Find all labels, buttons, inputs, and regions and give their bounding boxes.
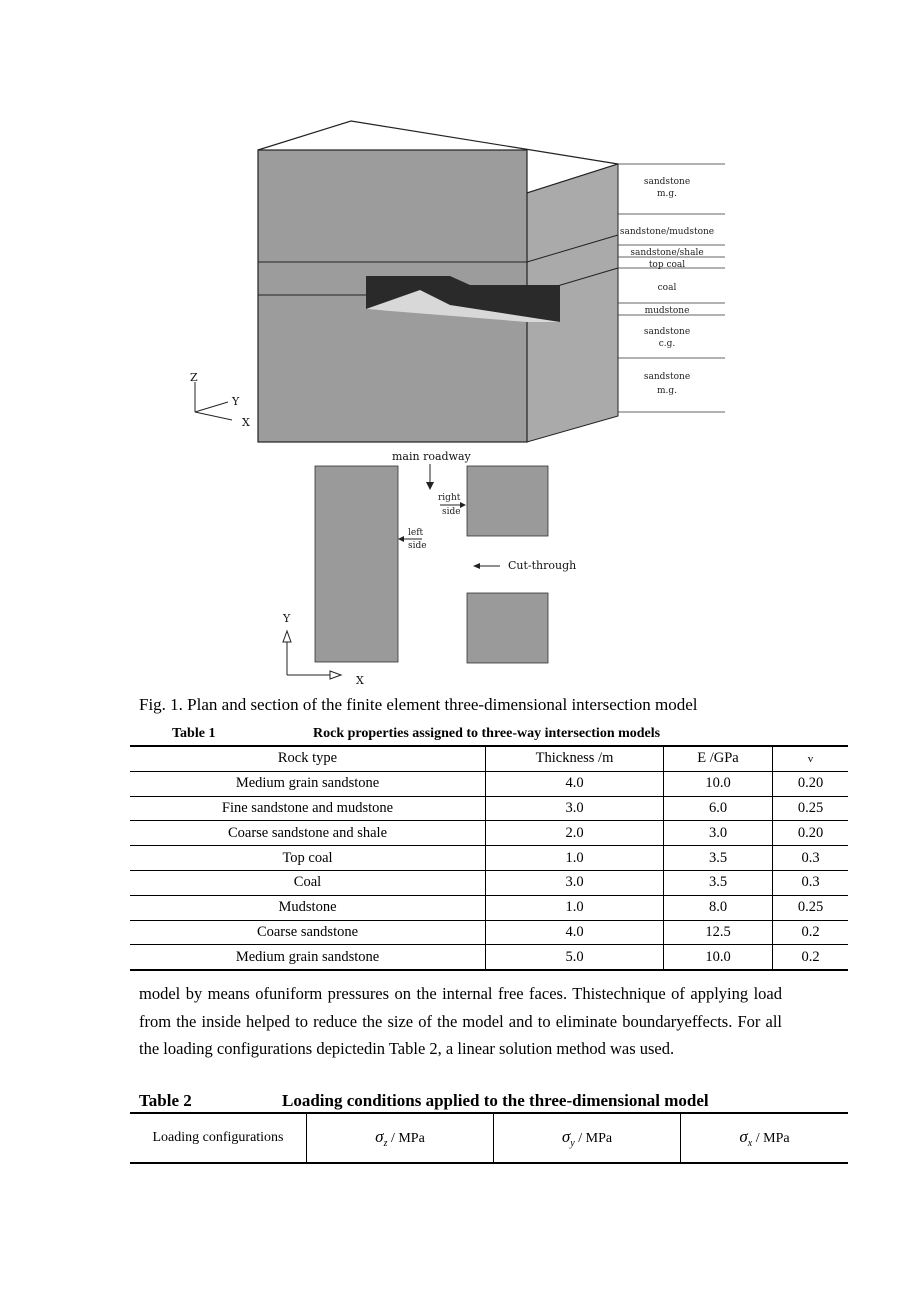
- table-cell: 5.0: [486, 945, 664, 970]
- header-cell: [307, 1113, 494, 1163]
- sigma-subscript: z: [383, 1138, 388, 1149]
- header-cell: [681, 1113, 849, 1163]
- unit-label: / MPa: [574, 1131, 613, 1146]
- table-cell: 2.0: [486, 821, 664, 846]
- left-side-label: side: [408, 541, 427, 551]
- arrow-left-icon: [473, 563, 480, 569]
- arrow-left-icon: [398, 536, 404, 542]
- sigma-subscript: x: [747, 1138, 753, 1149]
- sigma-symbol: σ: [375, 1127, 384, 1146]
- table-cell: Coal: [130, 870, 486, 895]
- table-row: [130, 796, 848, 821]
- table-1: [130, 745, 848, 971]
- sigma-symbol: σ: [739, 1127, 748, 1146]
- table-cell: Top coal: [130, 846, 486, 871]
- header-cell: Loading configurations: [152, 1130, 284, 1145]
- table-cell: Coarse sandstone: [130, 920, 486, 945]
- layer-label: sandstone/shale: [630, 248, 704, 258]
- left-side-label: left: [408, 528, 424, 538]
- table-row: [130, 895, 848, 920]
- layer-label: top coal: [648, 260, 686, 270]
- table-header-row: [130, 1113, 848, 1163]
- table-cell: 0.3: [773, 870, 849, 895]
- table-cell: 0.25: [773, 796, 849, 821]
- header-cell: Rock type: [130, 746, 486, 771]
- layer-label: c.g.: [658, 339, 676, 349]
- axis-x-label: X: [242, 416, 250, 429]
- header-cell: v: [773, 746, 849, 771]
- layer-label: coal: [657, 283, 677, 293]
- figure-caption: Fig. 1. Plan and section of the finite element three-dimensional intersection model: [139, 695, 698, 714]
- table-cell: 3.0: [486, 796, 664, 821]
- axis-y-label: Y: [232, 395, 240, 408]
- table-cell: 0.20: [773, 821, 849, 846]
- layer-label: sandstone: [643, 372, 691, 382]
- table-cell: 3.5: [664, 870, 773, 895]
- arrow-down-icon: [426, 482, 434, 490]
- plan-pillar-top-right: [467, 466, 548, 536]
- header-cell: E /GPa: [664, 746, 773, 771]
- axes-3d-icon: [195, 382, 232, 420]
- plan-pillar-bottom-right: [467, 593, 548, 663]
- plan-pillar-left: [315, 466, 398, 662]
- sigma-symbol: σ: [561, 1127, 571, 1146]
- table-cell: 4.0: [486, 920, 664, 945]
- arrow-right-icon: [460, 502, 466, 508]
- axis-z-label: Z: [190, 371, 198, 384]
- table-2: [130, 1112, 848, 1164]
- right-side-label: right: [438, 493, 461, 503]
- table-cell: 0.20: [773, 771, 849, 796]
- table-row: [130, 945, 848, 970]
- table-cell: 3.0: [486, 870, 664, 895]
- table-2-number: Table 2: [139, 1091, 192, 1110]
- table-cell: 0.25: [773, 895, 849, 920]
- main-roadway-label: main roadway: [392, 450, 471, 463]
- table-row: [130, 771, 848, 796]
- right-side-label: side: [442, 507, 461, 517]
- layer-label: sandstone/mudstone: [619, 227, 715, 237]
- table-cell: 1.0: [486, 895, 664, 920]
- table-cell: 3.5: [664, 846, 773, 871]
- table-1-caption: Rock properties assigned to three-way intersection models: [313, 726, 661, 741]
- header-cell: Thickness /m: [486, 746, 664, 771]
- table-row: [130, 920, 848, 945]
- layer-label: sandstone: [643, 327, 691, 337]
- table-cell: 10.0: [664, 771, 773, 796]
- table-header-row: [130, 746, 848, 771]
- table-cell: 0.2: [773, 920, 849, 945]
- cut-through-label: Cut-through: [508, 559, 577, 572]
- table-cell: 8.0: [664, 895, 773, 920]
- table-cell: Medium grain sandstone: [130, 945, 486, 970]
- table-cell: Medium grain sandstone: [130, 771, 486, 796]
- table-cell: 0.3: [773, 846, 849, 871]
- table-1-number: Table 1: [172, 726, 216, 741]
- plan-axis-x-label: X: [356, 674, 364, 687]
- table-cell: 0.2: [773, 945, 849, 970]
- sigma-subscript: y: [570, 1138, 575, 1149]
- table-cell: Fine sandstone and mudstone: [130, 796, 486, 821]
- layer-label: mudstone: [644, 306, 690, 316]
- table-2-caption: Loading conditions applied to the three-dimensional model: [282, 1091, 709, 1110]
- unit-label: / MPa: [752, 1131, 790, 1146]
- table-cell: 3.0: [664, 821, 773, 846]
- figure-1: [170, 110, 770, 690]
- table-row: [130, 870, 848, 895]
- table-cell: 12.5: [664, 920, 773, 945]
- table-cell: 4.0: [486, 771, 664, 796]
- header-cell: [494, 1113, 681, 1163]
- table-cell: Coarse sandstone and shale: [130, 821, 486, 846]
- table-cell: 1.0: [486, 846, 664, 871]
- unit-label: / MPa: [387, 1131, 425, 1146]
- body-paragraph: model by means ofuniform pressures on the internal free faces. Thistechnique of applying load from the inside helped to reduce the size of the model and to eliminate boundaryeffects. For all the loading configurations depictedin Table 2, a linear solution method was used.: [139, 984, 782, 1058]
- layer-label: m.g.: [656, 386, 678, 396]
- layer-label: m.g.: [656, 189, 678, 199]
- table-cell: 6.0: [664, 796, 773, 821]
- table-row: [130, 846, 848, 871]
- table-cell: 10.0: [664, 945, 773, 970]
- plan-axis-y-label: Y: [283, 612, 291, 625]
- layer-label: sandstone: [643, 177, 691, 187]
- table-cell: Mudstone: [130, 895, 486, 920]
- table-row: [130, 821, 848, 846]
